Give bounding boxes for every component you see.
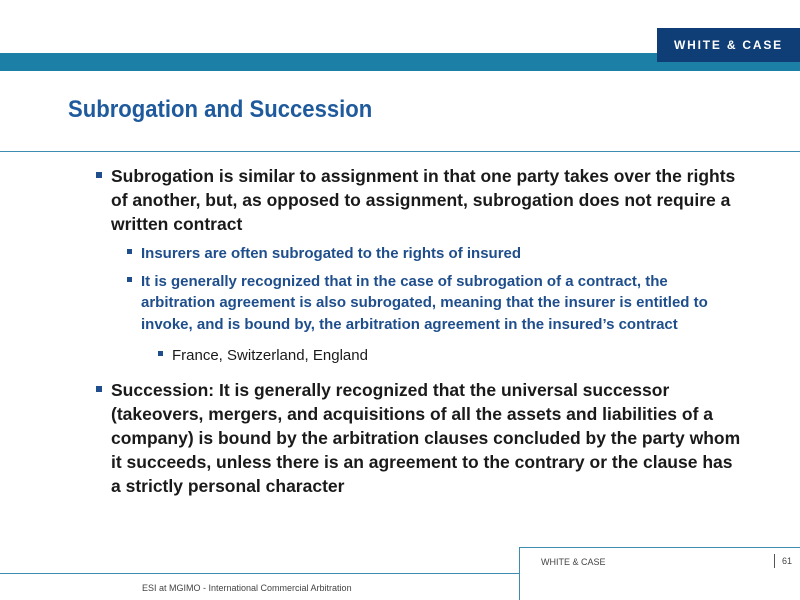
square-bullet-icon	[127, 277, 132, 282]
sub-bullet-text: Insurers are often subrogated to the rights of insured	[141, 245, 522, 262]
title-divider	[0, 151, 800, 152]
square-bullet-icon	[96, 386, 102, 392]
footer-firm-box	[519, 547, 800, 573]
sub-sub-bullet-jurisdictions	[158, 345, 746, 366]
square-bullet-icon	[158, 351, 163, 356]
square-bullet-icon	[127, 249, 132, 254]
sub-bullet-insurers	[127, 243, 746, 265]
bullet-text: Subrogation is similar to assignment in that one party takes over the rights of another, but, as opposed to assignment, subrogation does not require a written contract	[111, 166, 736, 234]
bullet-subrogation	[96, 164, 746, 236]
logo-text: WHITE & CASE	[674, 38, 783, 52]
white-case-logo	[657, 28, 800, 62]
square-bullet-icon	[96, 172, 102, 178]
slide-title: Subrogation and Succession	[68, 96, 373, 123]
bullet-succession	[96, 378, 746, 498]
sub-bullet-arbitration-agreement	[127, 271, 746, 336]
page-number: 61	[782, 556, 793, 566]
footer-conference-box	[0, 573, 520, 600]
footer-firm-name: WHITE & CASE	[541, 557, 606, 567]
slide-content	[96, 164, 746, 505]
bullet-text: Succession: It is generally recognized that the universal successor (takeovers, mergers, and acquisitions of all the assets and liabilities of a company) is bound by the arbitration clauses concluded by the party whom it succeeds, unless there is an agreement to the contrary or the clause has a strictly personal character	[111, 380, 741, 496]
footer-separator	[774, 554, 775, 568]
sub-sub-bullet-text: France, Switzerland, England	[172, 347, 368, 364]
sub-bullet-text: It is generally recognized that in the case of subrogation of a contract, the arbitration agreement is also subrogated, meaning that the insurer is entitled to invoke, and is bound by, the arbitration agreement in the insured’s contract	[141, 272, 708, 333]
footer-conference-name: ESI at MGIMO - International Commercial Arbitration	[142, 583, 352, 593]
